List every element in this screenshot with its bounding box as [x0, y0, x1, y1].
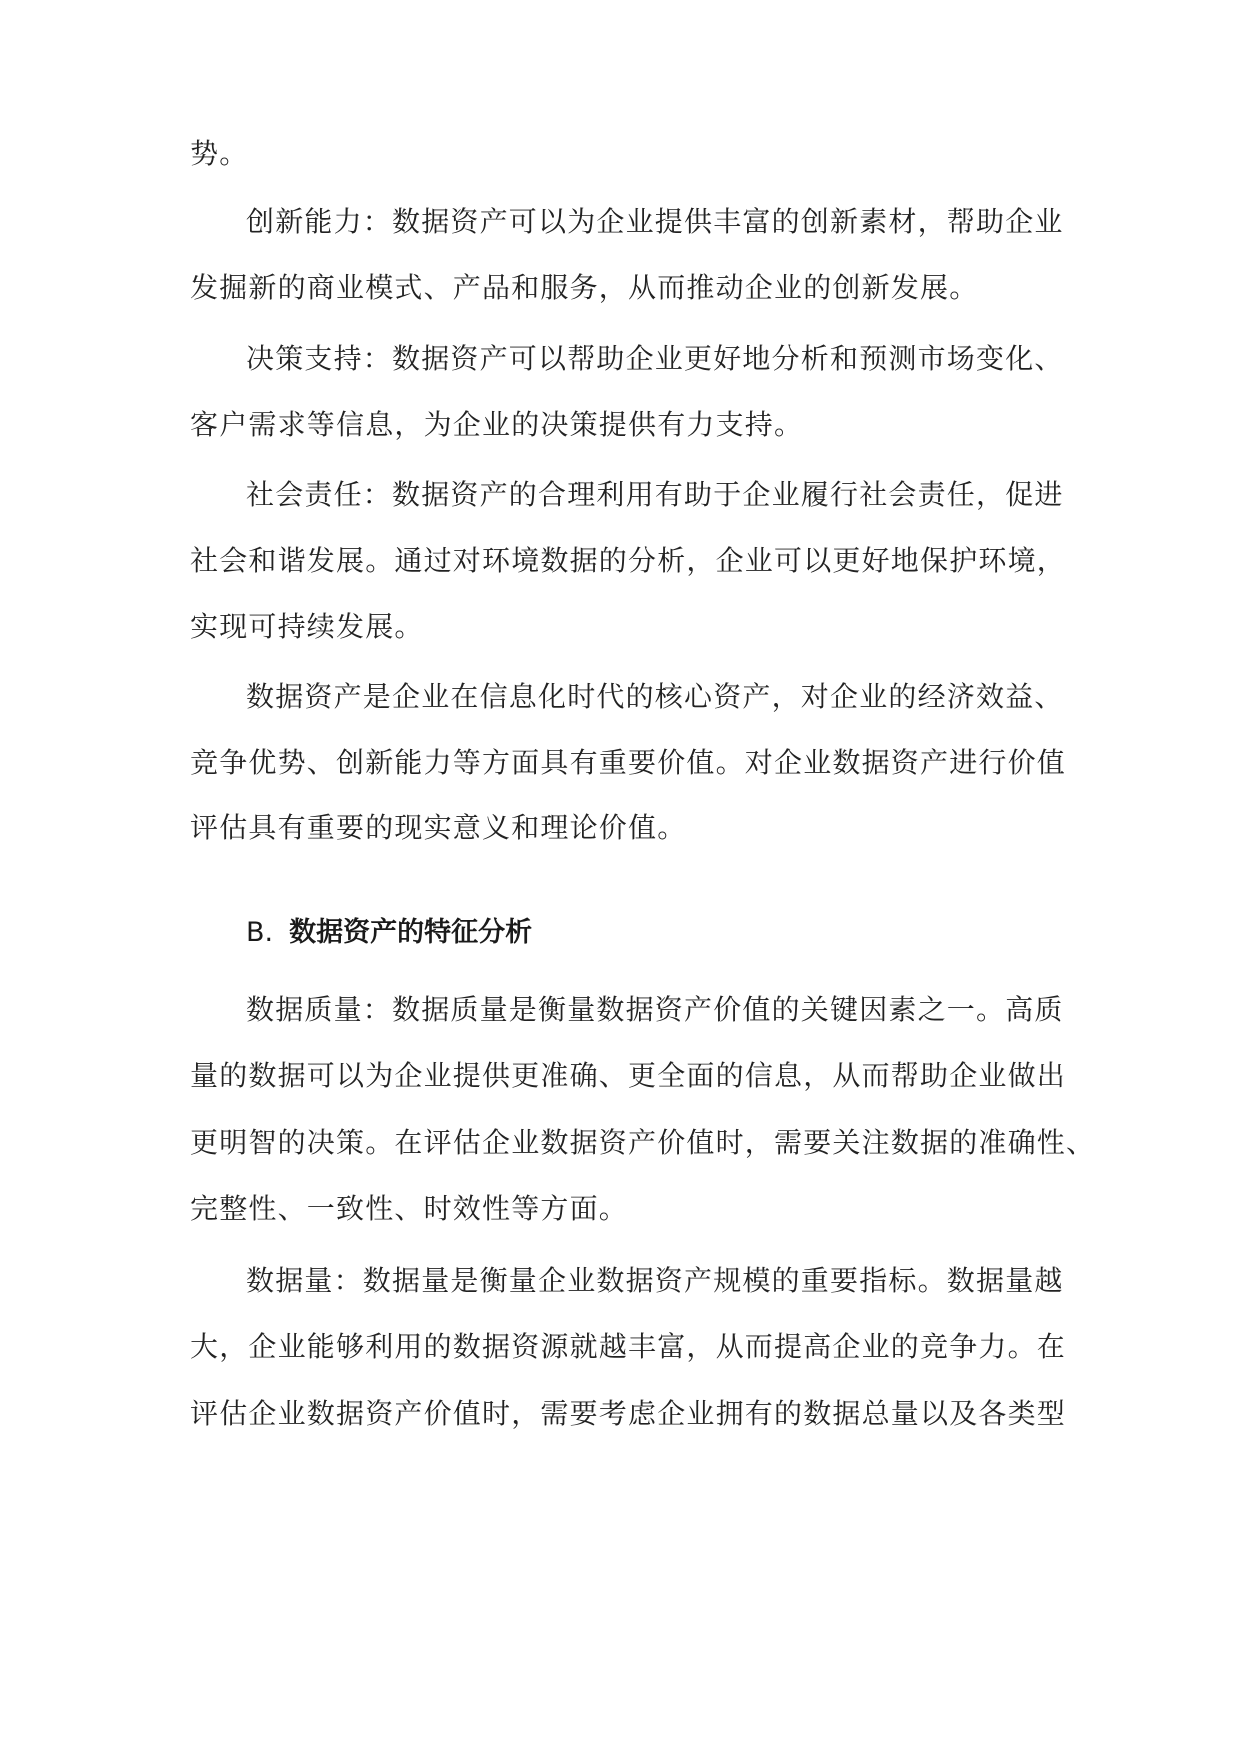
paragraph-volume-line-2: 大，企业能够利用的数据资源就越丰富，从而提高企业的竞争力。在 [190, 1330, 1067, 1363]
section-heading [246, 913, 532, 953]
paragraph-quality-line-2: 量的数据可以为企业提供更准确、更全面的信息，从而帮助企业做出 [190, 1059, 1067, 1092]
paragraph-decision-line-1: 决策支持：数据资产可以帮助企业更好地分析和预测市场变化、 [246, 342, 1064, 375]
paragraph-volume-line-1: 数据量：数据量是衡量企业数据资产规模的重要指标。数据量越 [246, 1264, 1064, 1297]
paragraph-summary-line-2: 竞争优势、创新能力等方面具有重要价值。对企业数据资产进行价值 [190, 746, 1067, 779]
paragraph-innovation-line-2: 发掘新的商业模式、产品和服务，从而推动企业的创新发展。 [190, 271, 979, 304]
paragraph-summary-line-3: 评估具有重要的现实意义和理论价值。 [190, 811, 687, 844]
paragraph-summary-line-1: 数据资产是企业在信息化时代的核心资产，对企业的经济效益、 [246, 680, 1064, 713]
paragraph-quality-line-4: 完整性、一致性、时效性等方面。 [190, 1192, 629, 1225]
paragraph-quality-line-1: 数据质量：数据质量是衡量数据资产价值的关键因素之一。高质 [246, 993, 1064, 1026]
section-number: B. [246, 917, 274, 948]
paragraph-innovation-line-1: 创新能力：数据资产可以为企业提供丰富的创新素材，帮助企业 [246, 205, 1064, 238]
section-title: 数据资产的特征分析 [289, 917, 533, 948]
paragraph-continuation-line: 势。 [190, 137, 249, 170]
paragraph-quality-line-3: 更明智的决策。在评估企业数据资产价值时，需要关注数据的准确性、 [190, 1126, 1096, 1159]
paragraph-volume-line-3: 评估企业数据资产价值时，需要考虑企业拥有的数据总量以及各类型 [190, 1397, 1067, 1430]
paragraph-social-line-1: 社会责任：数据资产的合理利用有助于企业履行社会责任，促进 [246, 478, 1064, 511]
paragraph-social-line-3: 实现可持续发展。 [190, 610, 424, 643]
paragraph-decision-line-2: 客户需求等信息，为企业的决策提供有力支持。 [190, 408, 804, 441]
paragraph-social-line-2: 社会和谐发展。通过对环境数据的分析，企业可以更好地保护环境， [190, 544, 1067, 577]
